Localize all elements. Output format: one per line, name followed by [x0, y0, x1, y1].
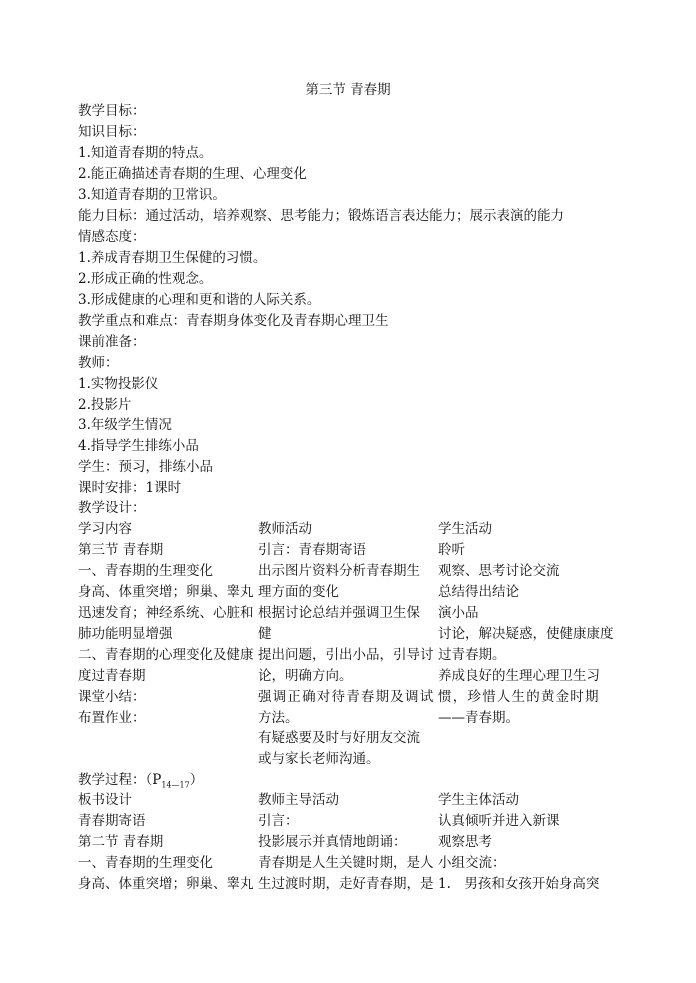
goal-line: 教学目标： — [78, 103, 146, 119]
design-cell: 迅速发育；神经系统、心脏和 — [78, 605, 254, 621]
process-cell: 一、青春期的生理变化 — [78, 855, 213, 871]
design-cell: 第三节 青春期 — [78, 542, 164, 558]
goal-line: 2.能正确描述青春期的生理、心理变化 — [78, 166, 307, 182]
goal-line: 学生：预习，排练小品 — [78, 459, 213, 475]
goal-line: 1.实物投影仪 — [78, 376, 159, 392]
goal-line: 教学设计： — [78, 500, 146, 516]
design-cell: 演小品 — [438, 605, 479, 621]
goal-line: 2.形成正确的性观念。 — [78, 271, 213, 287]
process-header-teacher: 教师主导活动 — [258, 792, 339, 808]
design-cell: 惯，珍惜人生的黄金时期 — [438, 689, 600, 705]
design-cell: 方法。 — [258, 710, 299, 726]
design-header-content: 学习内容 — [78, 521, 132, 537]
design-cell: 讨论，解决疑惑，使健康康度 — [438, 626, 614, 642]
design-cell: 过青春期。 — [438, 647, 506, 663]
design-cell: 强调正确对待青春期及调试 — [258, 689, 435, 705]
goal-line: 3.知道青春期的卫常识。 — [78, 187, 226, 203]
design-cell: 度过青春期 — [78, 668, 146, 684]
process-cell: 引言： — [258, 813, 299, 829]
design-cell: 布置作业： — [78, 710, 146, 726]
process-cell: 青春期寄语 — [78, 813, 146, 829]
design-cell: 一、青春期的生理变化 — [78, 563, 213, 579]
goal-line: 2.投影片 — [78, 397, 132, 413]
process-cell: 第二节 青春期 — [78, 834, 164, 850]
process-label-close: ） — [189, 772, 204, 788]
design-cell: 或与家长老师沟通。 — [258, 751, 380, 767]
design-cell: 课堂小结： — [78, 689, 146, 705]
process-page-range: 14—17 — [161, 780, 190, 790]
design-cell: 理方面的变化 — [258, 584, 339, 600]
process-header-board: 板书设计 — [78, 792, 132, 808]
process-label-text: 教学过程：（P — [78, 772, 162, 788]
process-header-student: 学生主体活动 — [438, 792, 519, 808]
design-cell: 肺功能明显增强 — [78, 626, 173, 642]
process-cell: 小组交流： — [438, 855, 506, 871]
process-cell: 投影展示并真情地朗诵： — [258, 834, 407, 850]
process-cell: 青春期是人生关键时期，是人 — [258, 855, 434, 871]
design-cell: ——青春期。 — [438, 710, 519, 726]
design-cell: 论，明确方向。 — [258, 668, 353, 684]
design-cell: 养成良好的生理心理卫生习 — [438, 668, 600, 684]
design-cell: 引言：青春期寄语 — [258, 542, 366, 558]
design-cell: 有疑惑要及时与好朋友交流 — [258, 730, 420, 746]
design-cell: 根据讨论总结并强调卫生保 — [258, 605, 420, 621]
goal-line: 知识目标： — [78, 124, 146, 140]
goal-line: 教师： — [78, 355, 119, 371]
goal-line: 能力目标：通过活动，培养观察、思考能力；锻炼语言表达能力；展示表演的能力 — [78, 208, 564, 224]
design-cell: 提出问题，引出小品，引导讨 — [258, 647, 434, 663]
design-cell: 观察、思考讨论交流 — [438, 563, 560, 579]
process-cell: 认真倾听并进入新课 — [438, 813, 560, 829]
design-cell: 健 — [258, 626, 272, 642]
design-cell: 聆听 — [438, 542, 465, 558]
goal-line: 3.年级学生情况 — [78, 417, 172, 433]
goal-line: 情感态度： — [78, 229, 146, 245]
goal-line: 教学重点和难点：青春期身体变化及青春期心理卫生 — [78, 313, 389, 329]
goal-line: 4.指导学生排练小品 — [78, 438, 199, 454]
document-title: 第三节 青春期 — [305, 82, 391, 98]
process-cell: 观察思考 — [438, 834, 492, 850]
design-cell: 二、青春期的心理变化及健康 — [78, 647, 254, 663]
goal-line: 1.养成青春期卫生保健的习惯。 — [78, 250, 267, 266]
design-header-teacher: 教师活动 — [258, 521, 312, 537]
goal-line: 课前准备： — [78, 334, 146, 350]
design-cell: 身高、体重突增；卵巢、睾丸 — [78, 584, 254, 600]
design-header-student: 学生活动 — [438, 521, 492, 537]
design-cell: 总结得出结论 — [438, 584, 519, 600]
design-cell: 出示图片资料分析青春期生 — [258, 563, 420, 579]
goal-line: 课时安排：1课时 — [78, 480, 182, 496]
goal-line: 1.知道青春期的特点。 — [78, 145, 213, 161]
process-cell: 1. 男孩和女孩开始身高突 — [438, 876, 600, 892]
goal-line: 3.形成健康的心理和更和谐的人际关系。 — [78, 292, 321, 308]
process-cell: 生过渡时期，走好青春期，是 — [258, 876, 434, 892]
process-cell: 身高、体重突增；卵巢、睾丸 — [78, 876, 254, 892]
